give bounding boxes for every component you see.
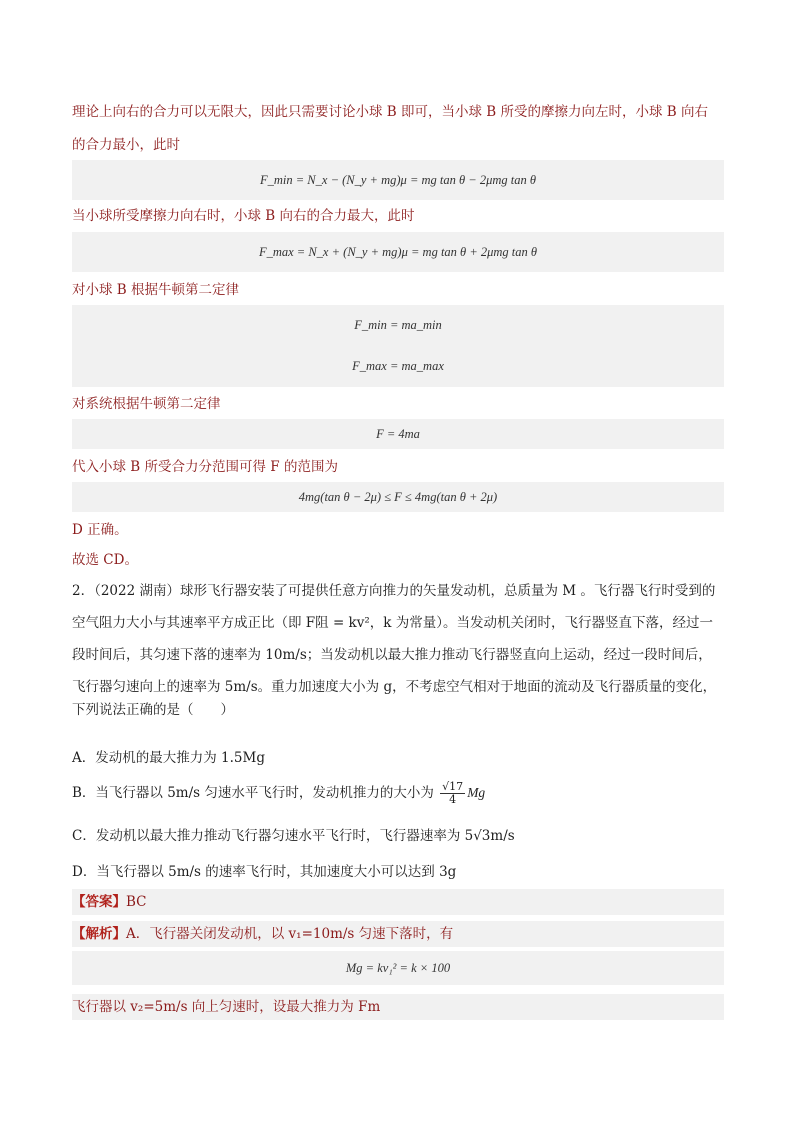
question-line: 空气阻力大小与其速率平方成正比（即 F阻 = kv²，k 为常量）。当发动机关闭时，飞行器竖直下落，经过一	[72, 615, 713, 631]
analysis-row	[72, 921, 724, 947]
solution-para-7: 故选 CD。	[72, 552, 138, 568]
answer-value: BC	[126, 894, 147, 910]
option-b	[72, 778, 724, 808]
fraction-numerator: √17	[442, 780, 464, 793]
solution-para-3: 对小球 B 根据牛顿第二定律	[72, 282, 240, 298]
formula-gravity: Mg = kv₁² = k × 100	[72, 951, 724, 985]
question-line: 飞行器匀速向上的速率为 5m/s。重力加速度大小为 g，不考虑空气相对于地面的流动及飞行器质量的变化，	[72, 679, 717, 695]
option-a: A．发动机的最大推力为 1.5Mg	[72, 750, 265, 766]
formula-block-newton	[72, 305, 724, 387]
question-line: 段时间后，其匀速下落的速率为 10m/s；当发动机以最大推力推动飞行器竖直向上运动，经过一段时间后，	[72, 647, 712, 663]
option-d: D．当飞行器以 5m/s 的速率飞行时，其加速度大小可以达到 3g	[72, 864, 457, 880]
formula-fmin: F_min = N_x − (N_y + mg)μ = mg tan θ − 2μmg tan θ	[72, 160, 724, 200]
fraction-denominator: 4	[449, 793, 457, 806]
option-b-fraction	[440, 781, 465, 806]
analysis-last: 飞行器以 v₂=5m/s 向上匀速时，设最大推力为 Fm	[72, 994, 724, 1020]
option-b-unit: Mg	[467, 785, 486, 800]
analysis-label: 【解析】	[72, 926, 126, 942]
text-line: 的合力最小，此时	[72, 137, 180, 153]
solution-para-2: 当小球所受摩擦力向右时，小球 B 向右的合力最大，此时	[72, 208, 415, 224]
text-line: 理论上向右的合力可以无限大，因此只需要讨论小球 B 即可，当小球 B 所受的摩擦力向左时，小球 B 向右	[72, 104, 709, 120]
solution-para-4: 对系统根据牛顿第二定律	[72, 396, 221, 412]
question-stem	[72, 581, 724, 720]
formula-system: F = 4ma	[72, 419, 724, 449]
question-line: 下列说法正确的是（ ）	[72, 702, 234, 718]
option-c: C．发动机以最大推力推动飞行器匀速水平飞行时，飞行器速率为 5√3m/s	[72, 828, 515, 844]
formula-fmax: F_max = N_x + (N_y + mg)μ = mg tan θ + 2μmg tan θ	[72, 232, 724, 272]
formula-fmax-ma: F_max = ma_max	[352, 359, 444, 373]
solution-para-6: D 正确。	[72, 522, 128, 538]
analysis-text: A．飞行器关闭发动机，以 v₁=10m/s 匀速下落时，有	[126, 926, 454, 942]
option-b-text: B．当飞行器以 5m/s 匀速水平飞行时，发动机推力的大小为	[72, 785, 434, 801]
solution-para-5: 代入小球 B 所受合力分范围可得 F 的范围为	[72, 459, 338, 475]
question-line: 2．（2022 湖南）球形飞行器安装了可提供任意方向推力的矢量发动机，总质量为 M 。飞行器飞行时受到的	[72, 583, 716, 599]
solution-para-1	[72, 102, 724, 155]
answer-label: 【答案】	[72, 894, 126, 910]
formula-range: 4mg(tan θ − 2μ) ≤ F ≤ 4mg(tan θ + 2μ)	[72, 482, 724, 512]
answer-row	[72, 889, 724, 915]
formula-fmin-ma: F_min = ma_min	[354, 318, 442, 332]
